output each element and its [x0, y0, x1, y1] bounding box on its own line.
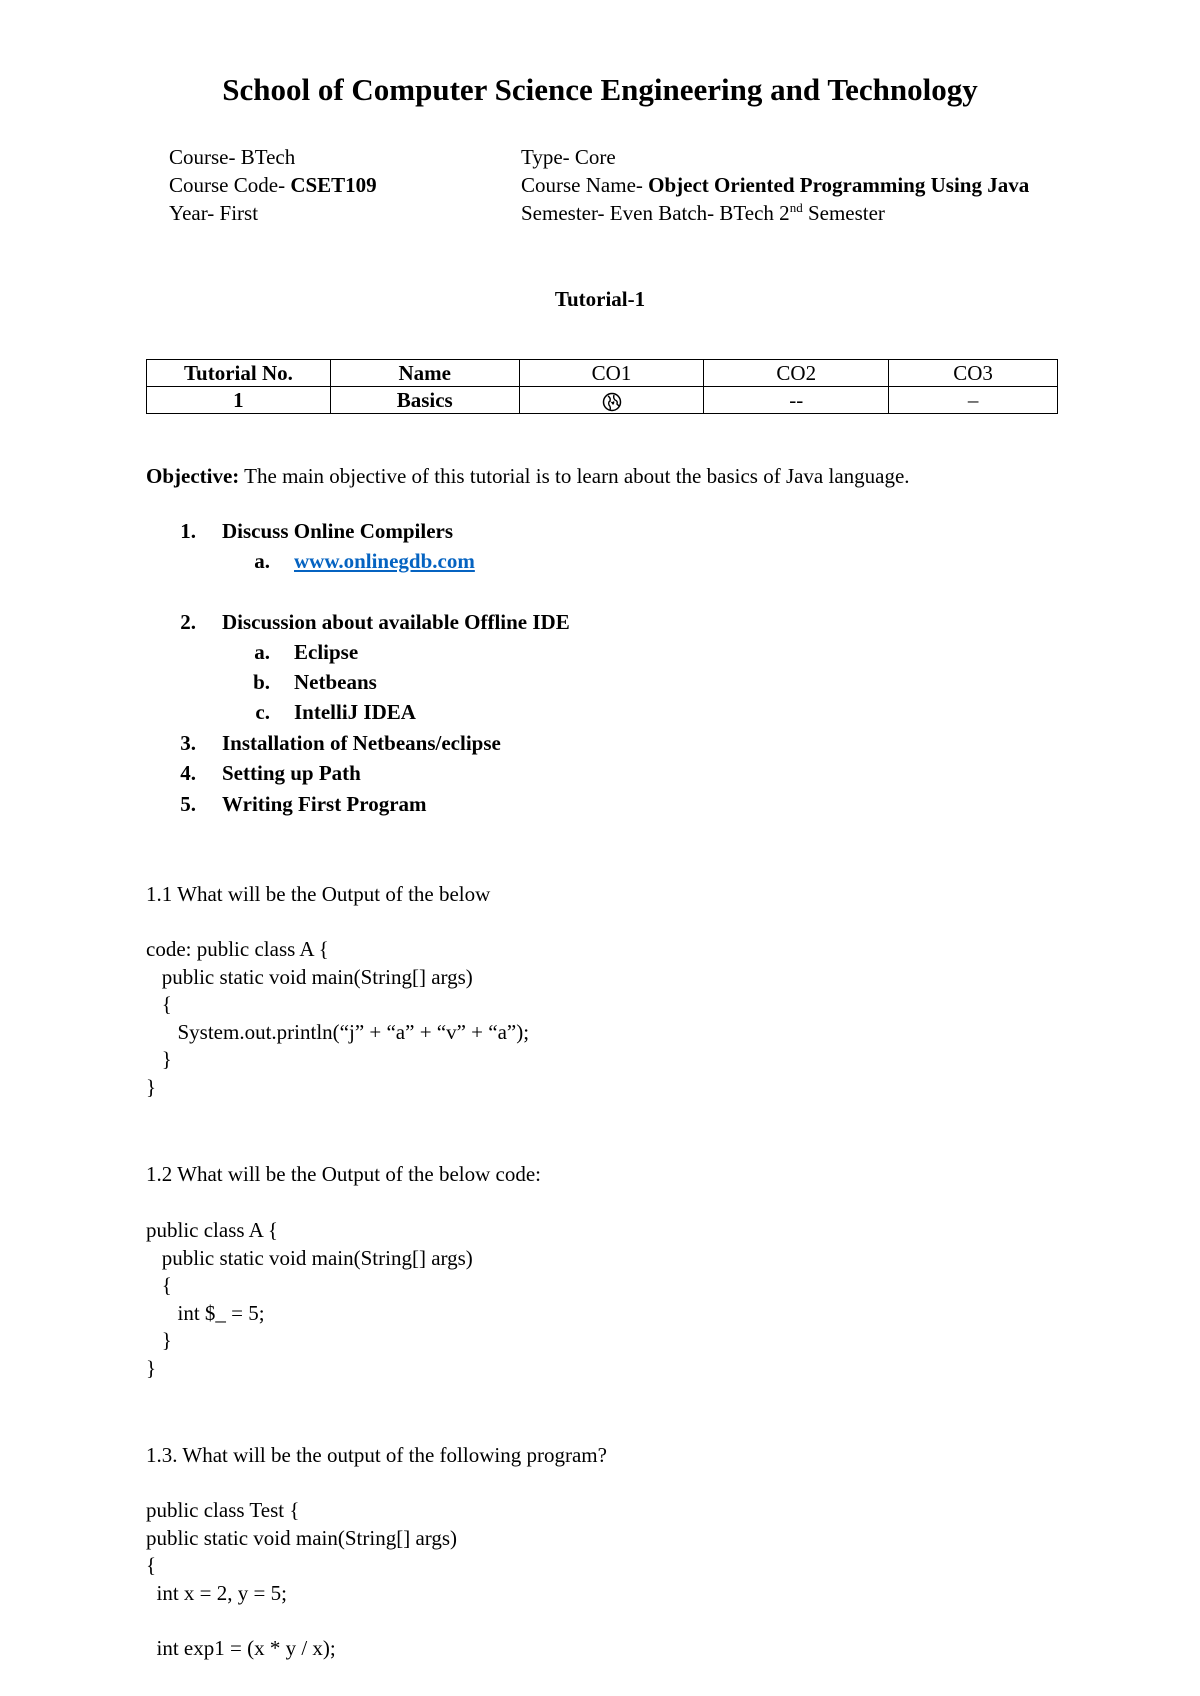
table-header-cell: CO1: [519, 360, 704, 387]
table-header-cell: CO3: [889, 360, 1058, 387]
course-meta-right: [521, 143, 1029, 227]
table-header-cell: Tutorial No.: [147, 360, 331, 387]
type-line: Type- Core: [521, 145, 616, 169]
code-block-1-3: public class Test { public static void main(String[] args) { int x = 2, y = 5; int exp1 = (x * y / x);: [146, 1498, 458, 1660]
table-header-cell: CO2: [704, 360, 889, 387]
course-name-label: Course Name-: [521, 173, 649, 197]
course-outcome-table: [146, 359, 1058, 414]
list-item-text: IntelliJ IDEA: [294, 700, 416, 724]
question-1-2: 1.2 What will be the Output of the below code:: [146, 1162, 542, 1186]
code-block-1-2: public class A { public static void main(String[] args) { int $_ = 5; } }: [146, 1218, 473, 1380]
list-item-text: Setting up Path: [222, 761, 361, 785]
objective-text: The main objective of this tutorial is to learn about the basics of Java language.: [239, 464, 910, 488]
table-cell-co1: [519, 387, 704, 414]
document-title: School of Computer Science Engineering and Technology: [222, 72, 978, 107]
year-line: Year- First: [169, 201, 259, 225]
table-header-row: [147, 360, 1058, 387]
objective-paragraph: [146, 464, 910, 489]
list-item-number: 4.: [180, 761, 196, 785]
list-item-number: 1.: [180, 519, 196, 543]
list-item-text: Discuss Online Compilers: [222, 519, 454, 543]
course-code-label: Course Code-: [169, 173, 291, 197]
list-item-number: 2.: [180, 610, 196, 634]
semester-suffix: Semester: [802, 201, 885, 225]
list-item-number: c.: [255, 700, 270, 724]
list-item-text: Eclipse: [294, 640, 359, 664]
course-code-line: [169, 171, 377, 199]
table-cell: Basics: [330, 387, 519, 414]
globe-icon: [602, 392, 622, 412]
table-row: [147, 387, 1058, 414]
list-item-number: 3.: [180, 731, 196, 755]
semester-line: [521, 199, 1029, 227]
course-code-value: CSET109: [290, 173, 377, 197]
objective-label: Objective:: [146, 464, 240, 488]
list-item-text: Discussion about available Offline IDE: [222, 610, 570, 634]
onlinegdb-link[interactable]: www.onlinegdb.com: [294, 549, 475, 573]
table-cell: 1: [147, 387, 331, 414]
table-header-cell: Name: [330, 360, 519, 387]
course-name-value: Object Oriented Programming Using Java: [648, 173, 1030, 197]
list-item-number: b.: [253, 670, 270, 694]
course-meta-left: [169, 143, 377, 227]
list-item-number: a.: [254, 549, 270, 573]
course-name-line: [521, 171, 1029, 199]
course-line: Course- BTech: [169, 145, 296, 169]
question-1-1: 1.1 What will be the Output of the below: [146, 882, 491, 906]
semester-prefix: Semester- Even Batch- BTech 2: [521, 201, 790, 225]
list-item-text: Writing First Program: [222, 792, 427, 816]
list-item-text: Installation of Netbeans/eclipse: [222, 731, 501, 755]
table-cell: –: [889, 387, 1058, 414]
semester-sup: nd: [789, 200, 803, 215]
question-1-3: 1.3. What will be the output of the following program?: [146, 1443, 607, 1467]
code-block-1-1: code: public class A { public static void main(String[] args) { System.out.println(“j” + “a” + “v” + “a”); } }: [146, 937, 530, 1099]
tutorial-heading: Tutorial-1: [554, 287, 646, 311]
list-item-number: 5.: [180, 792, 196, 816]
list-item-text: Netbeans: [294, 670, 377, 694]
table-cell: --: [704, 387, 889, 414]
list-item-number: a.: [254, 640, 270, 664]
